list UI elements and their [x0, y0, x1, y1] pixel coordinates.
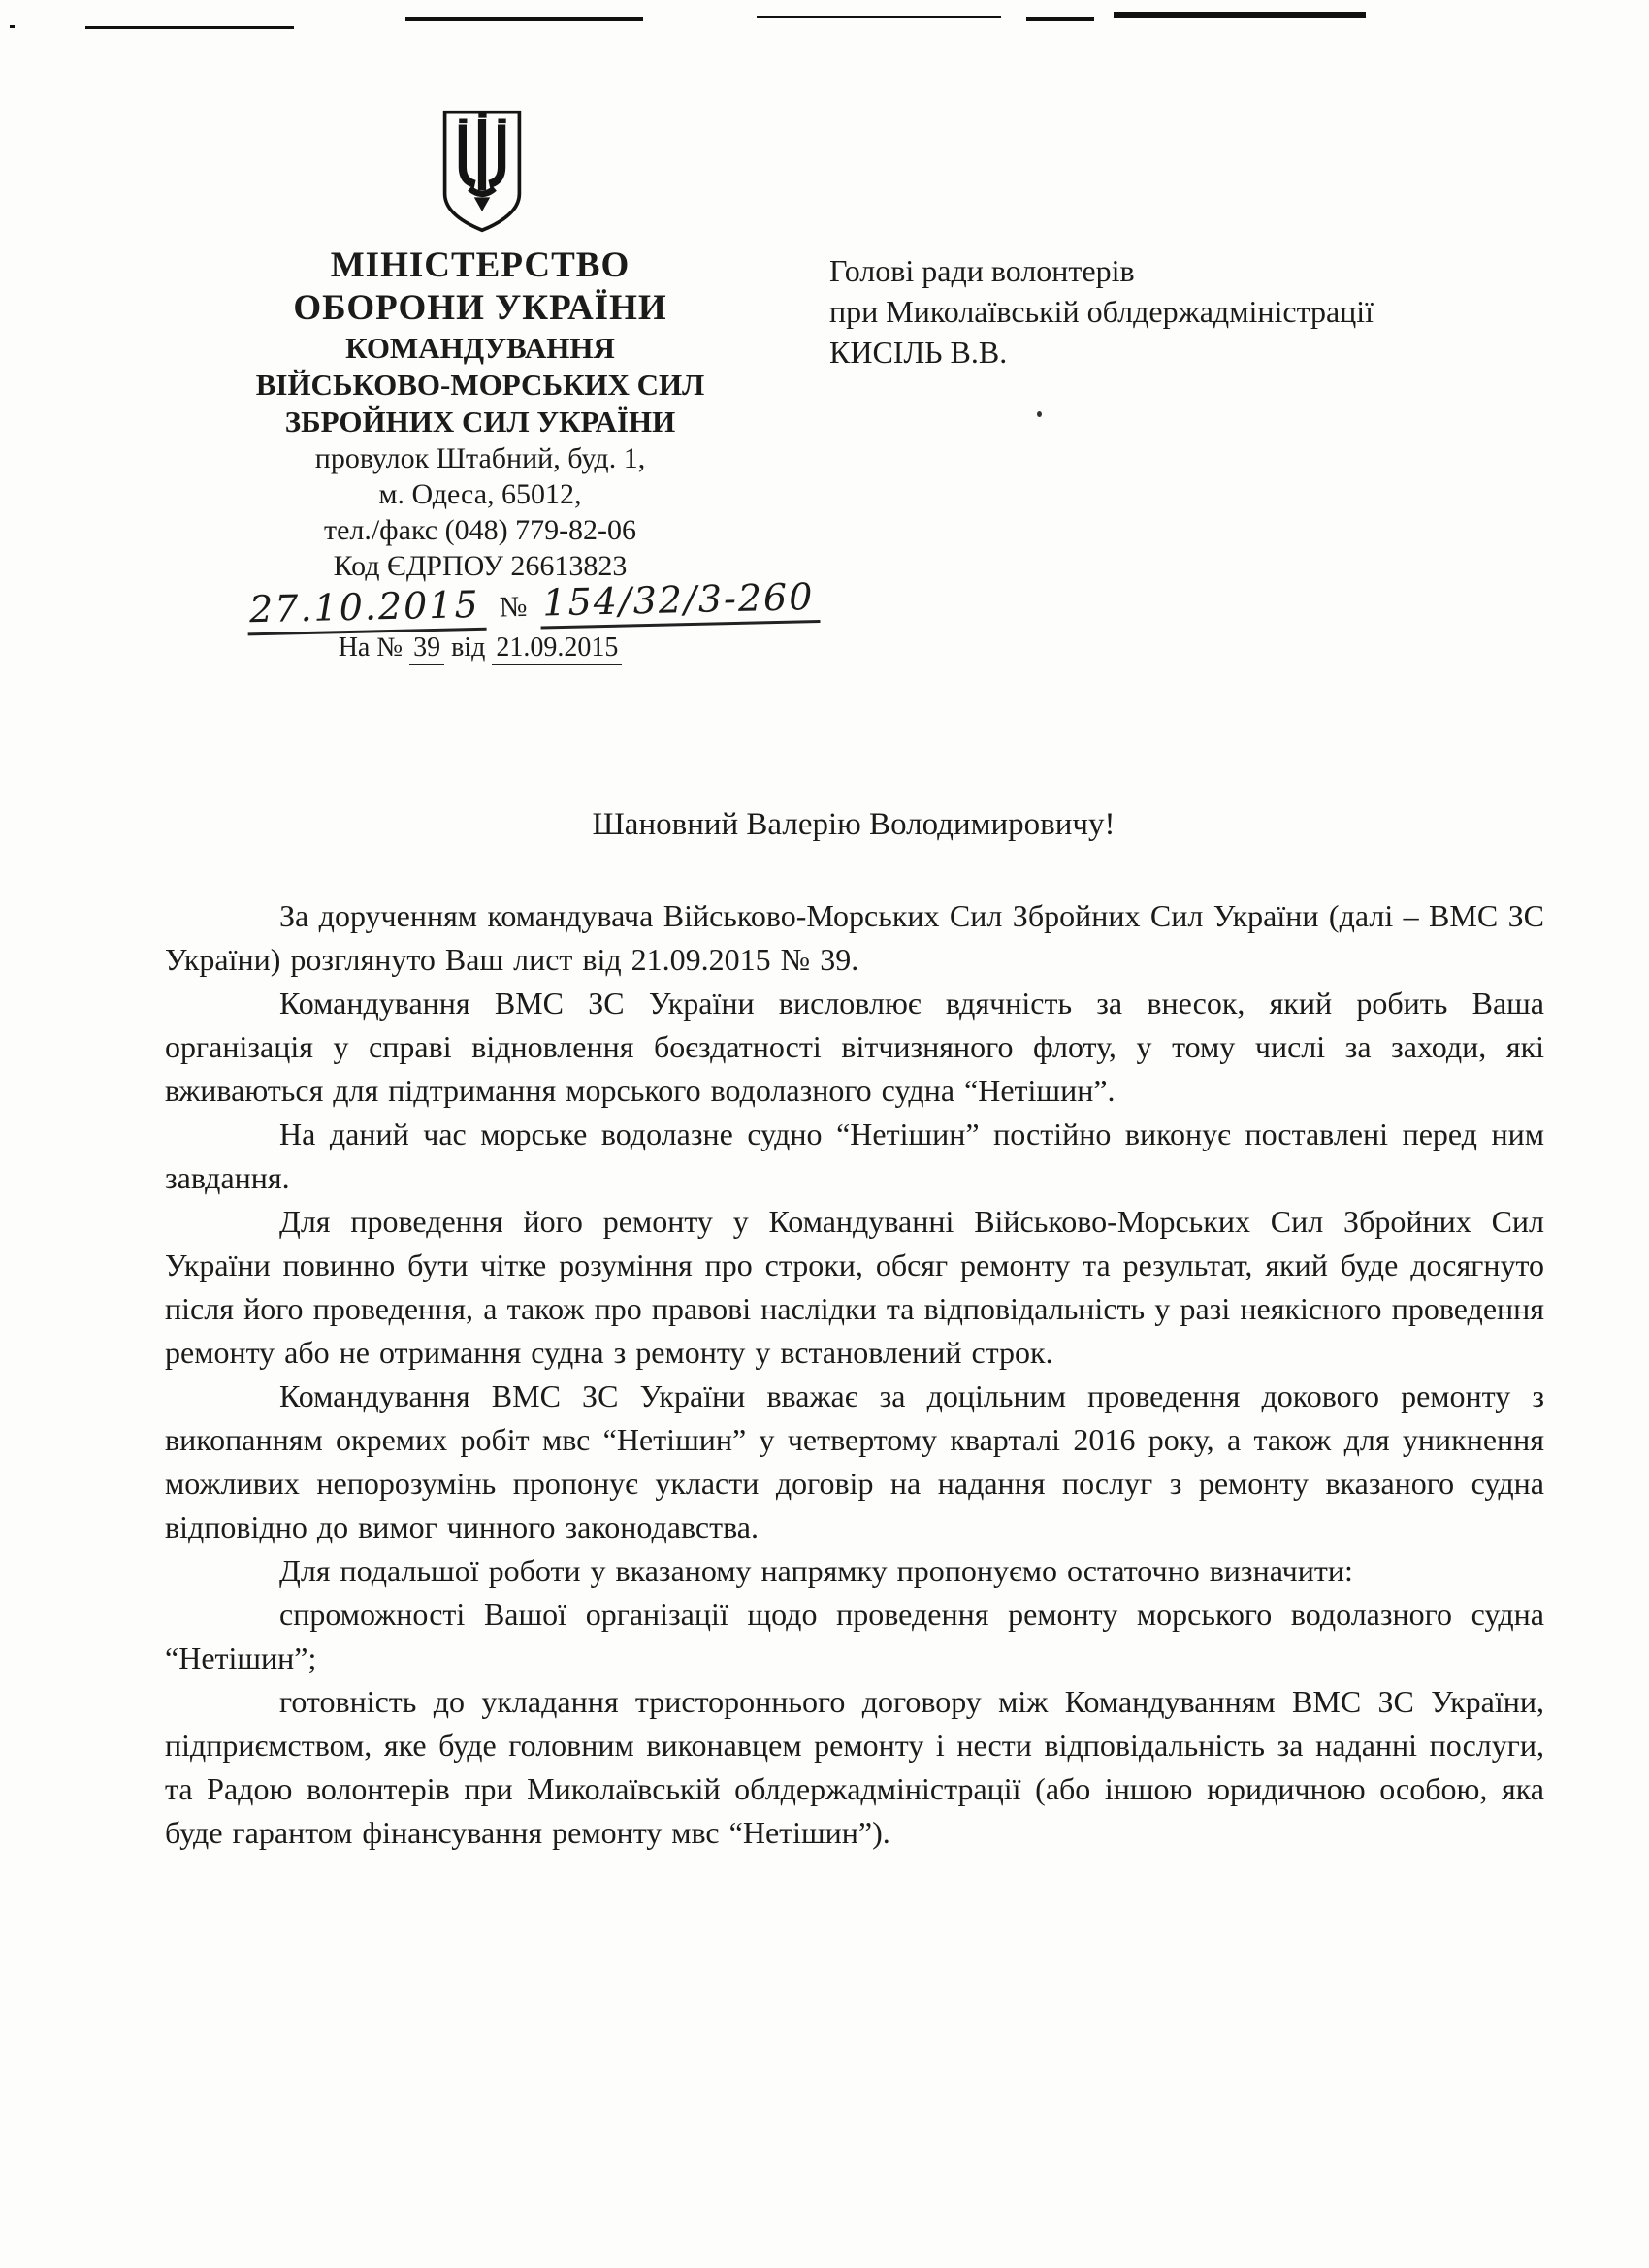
- sender-address-line: провулок Штабний, буд. 1,: [314, 442, 646, 474]
- scan-artifact-line: [405, 17, 643, 21]
- reference-mid: від: [451, 632, 486, 663]
- body-paragraph: Для проведення його ремонту у Командуванні Військово-Морських Сил Збройних Сил України повинно бути чітке розуміння про строки, обсяг ремонту та результат, який буде досягнуто після його проведення, а також про правові наслідки та відповідальність у разі неякісного проведення ремонту або не отримання судна з ремонту у встановлений строк.: [165, 1204, 1544, 1370]
- reference-number: 39: [409, 632, 444, 665]
- recipient-line: при Миколаївській облдержадміністрації: [829, 294, 1374, 329]
- letter-body: [165, 894, 1544, 1855]
- reference-line: [136, 632, 824, 664]
- scan-artifact-line: [1026, 17, 1094, 21]
- coat-of-arms-trident-icon: [436, 109, 528, 233]
- sender-header-block: [136, 244, 824, 584]
- handwritten-date: 27.10.2015: [247, 583, 487, 636]
- sender-address-line: м. Одеса, 65012,: [378, 478, 582, 510]
- reference-date: 21.09.2015: [492, 632, 622, 665]
- scan-artifact-dot: [1037, 411, 1042, 417]
- salutation: Шановний Валерію Володимировичу!: [592, 807, 1116, 842]
- reference-prefix: На №: [338, 632, 404, 663]
- org-name-line: КОМАНДУВАННЯ: [345, 331, 615, 365]
- org-name-line: ОБОРОНИ УКРАЇНИ: [293, 288, 667, 328]
- org-name-line: МІНІСТЕРСТВО: [330, 245, 630, 285]
- scan-artifact-line: [85, 26, 294, 29]
- recipient-name: КИСІЛЬ В.В.: [829, 335, 1008, 370]
- handwritten-number: 154/32/3-260: [540, 575, 821, 630]
- sender-address-line: тел./факс (048) 779-82-06: [323, 514, 637, 546]
- body-paragraph: На даний час морське водолазне судно “Нетішин” постійно виконує поставлені перед ним завдання.: [165, 1117, 1544, 1195]
- recipient-block: [829, 250, 1528, 373]
- body-paragraph: Для подальшої роботи у вказаному напрямку пропонуємо остаточно визначити:: [279, 1553, 1353, 1588]
- scan-artifact-line: [1114, 12, 1366, 18]
- sender-address-line: Код ЄДРПОУ 26613823: [333, 550, 628, 582]
- body-paragraph: спроможності Вашої організації щодо проведення ремонту морського водолазного судна “Нетішин”;: [165, 1597, 1544, 1675]
- body-paragraph: За дорученням командувача Військово-Морських Сил Збройних Сил України (далі – ВМС ЗС України) розглянуто Ваш лист від 21.09.2015 № 39.: [165, 898, 1544, 977]
- body-paragraph: Командування ВМС ЗС України вважає за доцільним проведення докового ремонту з викопанням окремих робіт мвс “Нетішин” у четвертому кварталі 2016 року, а також для уникнення можливих непорозумінь пропонує укласти договір на надання послуг з ремонту вказаного судна відповідно до вимог чинного законодавства.: [165, 1378, 1544, 1544]
- recipient-line: Голові ради волонтерів: [829, 253, 1135, 288]
- org-name-line: ЗБРОЙНИХ СИЛ УКРАЇНИ: [284, 405, 676, 438]
- number-sign: №: [499, 590, 528, 624]
- org-name-line: ВІЙСЬКОВО-МОРСЬКИХ СИЛ: [255, 368, 705, 402]
- handwritten-outgoing-number: [247, 575, 815, 632]
- scan-artifact-line: [757, 16, 1001, 18]
- scan-artifact-line: [10, 25, 15, 28]
- body-paragraph: готовність до укладання тристороннього договору між Командуванням ВМС ЗС України, підприємством, яке буде головним виконавцем ремонту і нести відповідальність за наданні послуги, та Радою волонтерів при Миколаївській облдержадміністрації (або іншою юридичною особою, яка буде гарантом фінансування ремонту мвс “Нетішин”).: [165, 1684, 1544, 1850]
- body-paragraph: Командування ВМС ЗС України висловлює вдячність за внесок, який робить Ваша організація у справі відновлення боєздатності вітчизняного флоту, у тому числі за заходи, які вживаються для підтримання морського водолазного судна “Нетішин”.: [165, 986, 1544, 1108]
